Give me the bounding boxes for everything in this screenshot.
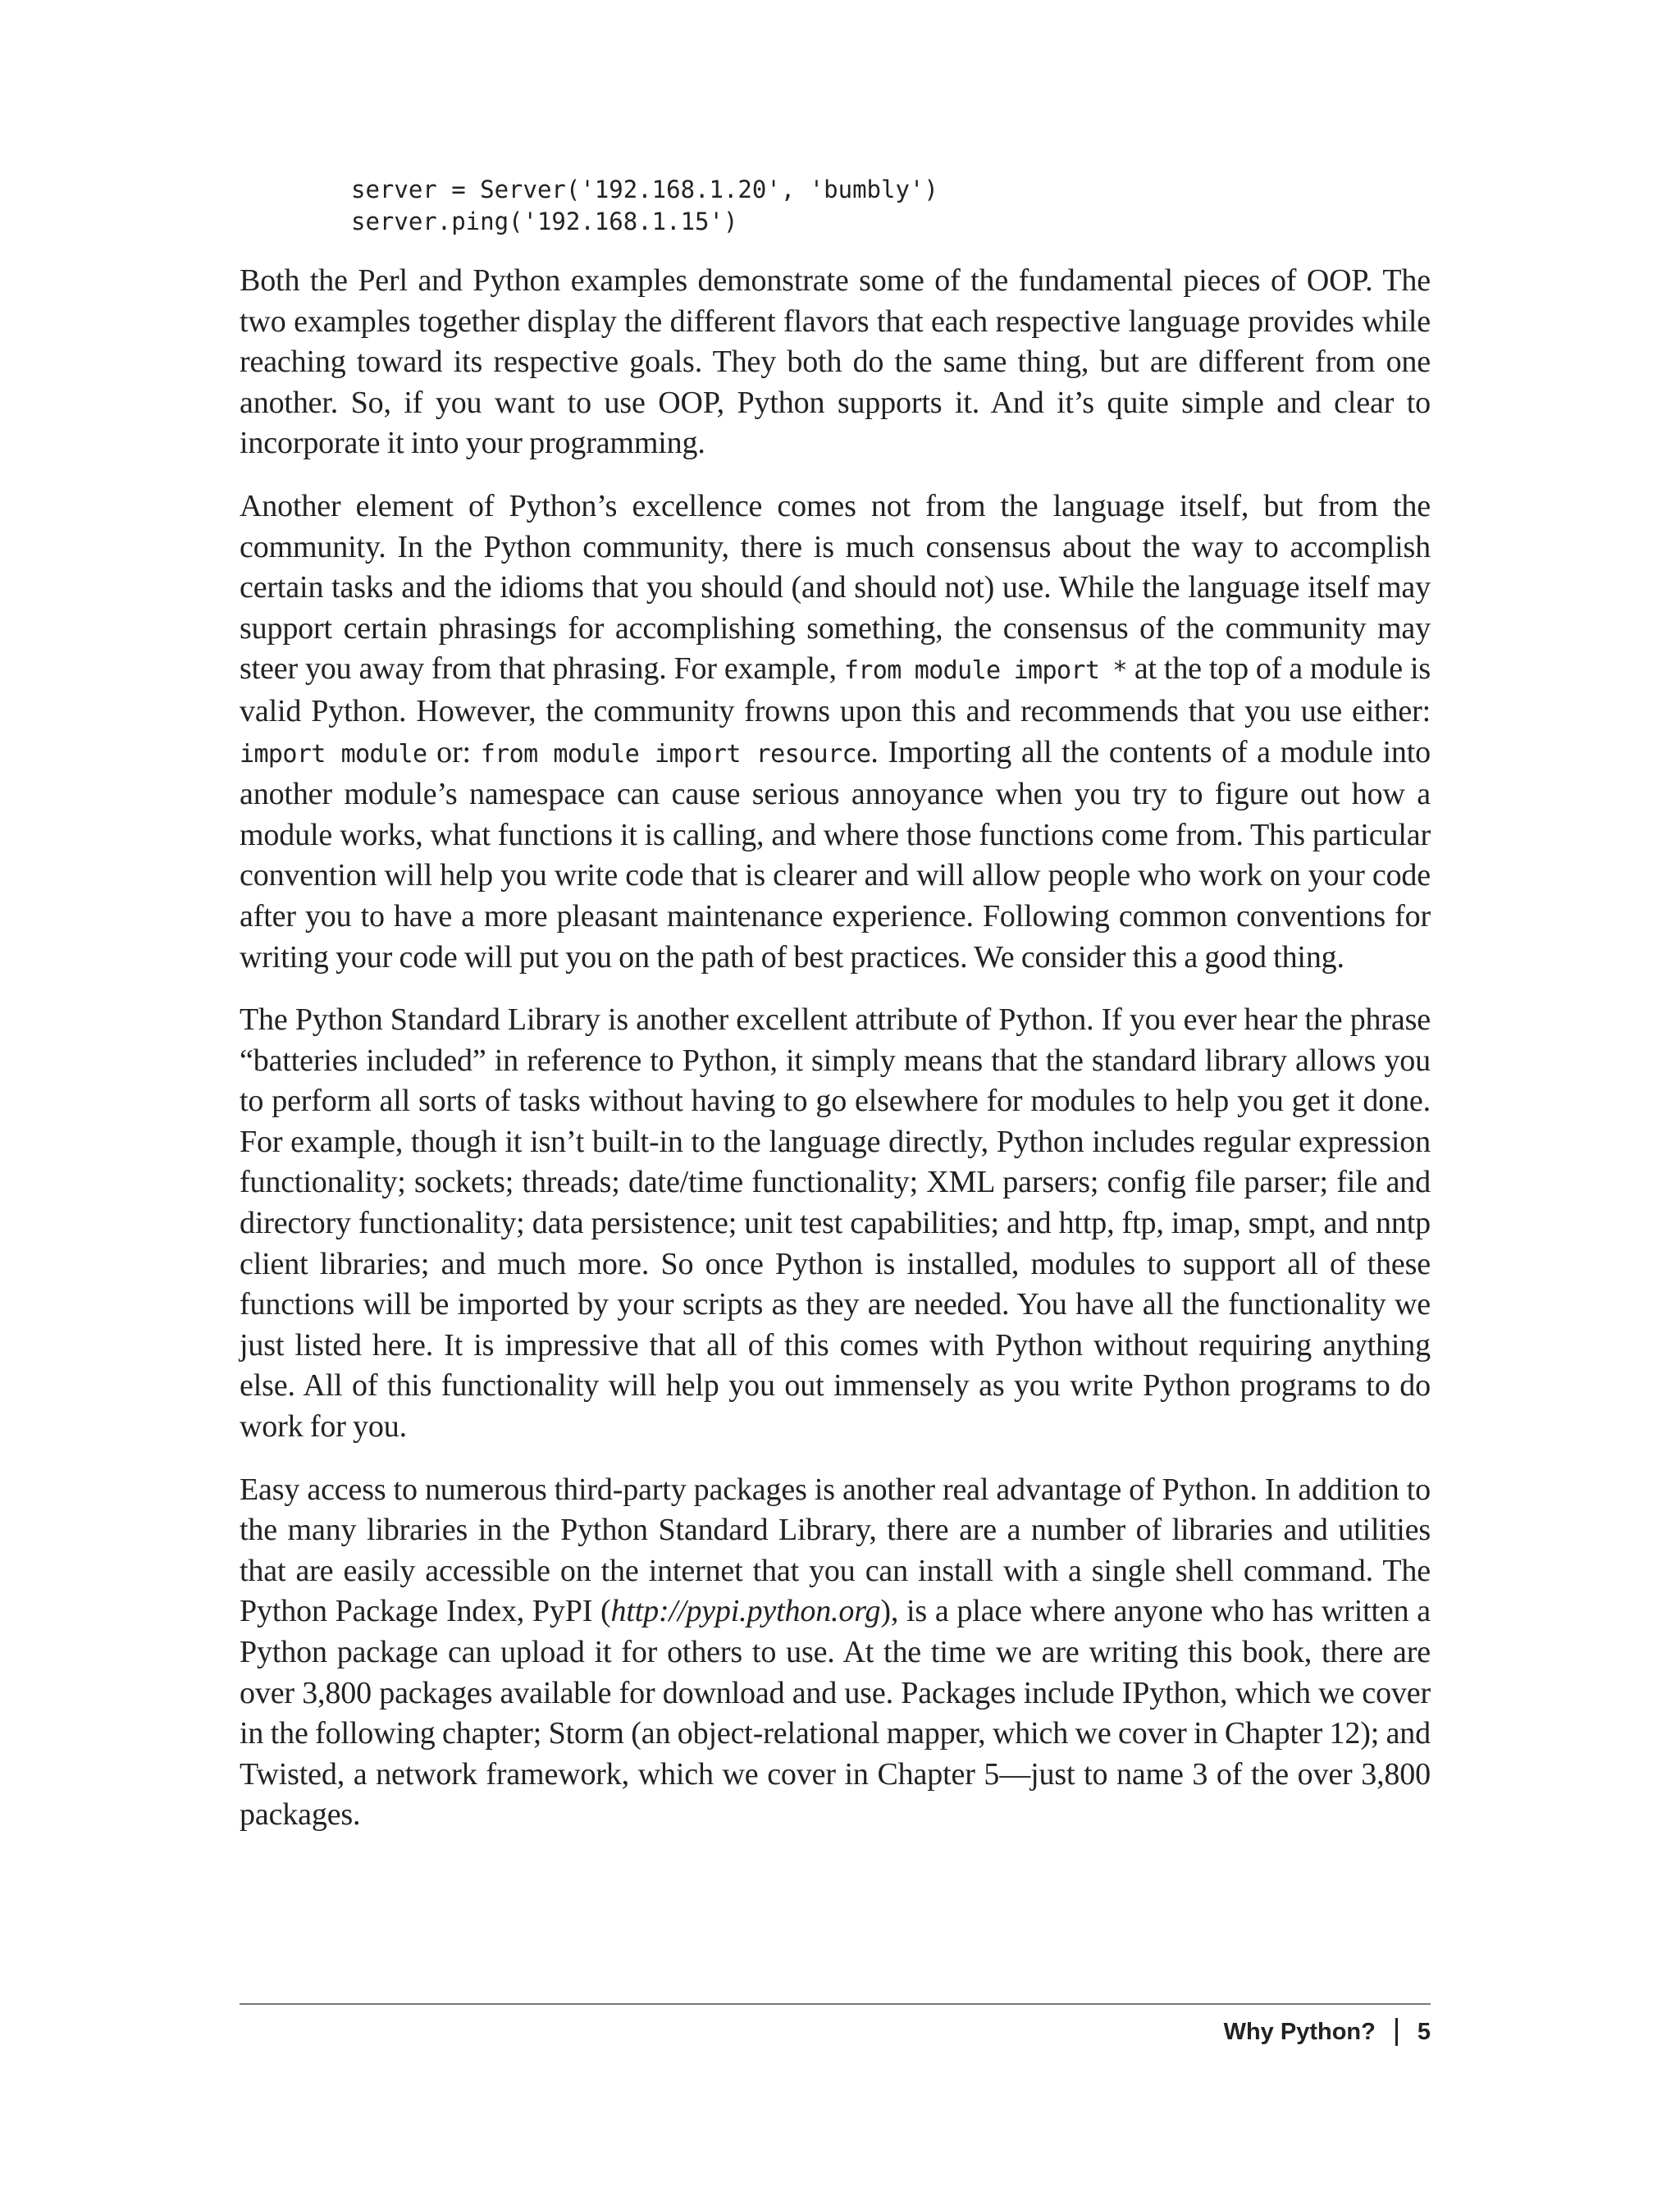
pypi-link[interactable]: http://pypi.python.org (610, 1594, 881, 1629)
footer-divider (240, 2003, 1431, 2005)
inline-code: import module (240, 739, 427, 769)
paragraph-oop: Both the Perl and Python examples demonstrate some of the fundamental pieces of OOP. The two examples together display the different flavors that each respective language provides while reaching toward its respective goals. They both do the same thing, but are different from one another. So, if you want to use OOP, Python supports it. And it’s quite simple and clear to incorporate it into your programming. (240, 263, 1431, 461)
page-number: 5 (1417, 2018, 1431, 2045)
paragraph-text: Another element of Python’s excellence comes not from the language itself, but from the community. In the Python community, there is much consensus about the way to accomplish certain tasks and the idioms that you should (and should not) use. While the language itself may support certain phrasings for accomplishing something, the consensus of the community may steer you away from that phrasing. For example, (240, 488, 1431, 687)
paragraph-third-party (240, 1470, 1431, 1836)
page-footer (1224, 2018, 1431, 2046)
code-line: server = Server('192.168.1.20', 'bumbly') (351, 176, 938, 203)
paragraph-text: Easy access to numerous third-party packages is another real advantage of Python. In addition to the many libraries in the Python Standard Library, there are a number of libraries and utilities that are easily accessible on the internet that you can install with a single shell command. The Python Package Index, PyPI ( (240, 1472, 1431, 1629)
body-text (240, 261, 1431, 1858)
code-line: server.ping('192.168.1.15') (351, 208, 738, 235)
paragraph-community (240, 486, 1431, 978)
paragraph-standard-library: The Python Standard Library is another excellent attribute of Python. If you ever hear the phrase “batteries included” in reference to Python, it simply means that the standard library allows you to perform all sorts of tasks without having to go elsewhere for modules to help you get it done. For example, though it isn’t built-in to the language directly, Python includes regular expression functionality; sockets; threads; date/time functionality; XML parsers; config file parser; file and directory functionality; data persistence; unit test capabilities; and http, ftp, imap, smpt, and nntp client libraries; and much more. So once Python is installed, modules to support all of these functions will be imported by your scripts as they are needed. You have all the functionality we just listed here. It is impressive that all of this comes with Python without requiring anything else. All of this functionality will help you out immensely as you write Python programs to do work for you. (240, 1002, 1431, 1445)
paragraph-text: at the top of a module is valid Python. However, the community frowns upon this and recommends that you use either: (240, 651, 1431, 728)
footer-separator (1395, 2018, 1398, 2046)
paragraph-text: ), is a place where anyone who has written a Python package can upload it for others to use. At the time we are writing this book, there are over 3,800 packages available for download and use. Packages include IPython, which we cover in the following chapter; Storm (an object-relational mapper, which we cover in Chapter 12); and Twisted, a network framework, which we cover in Chapter 5—just to name 3 of the over 3,800 packages. (240, 1594, 1431, 1833)
inline-code: from module import * (843, 656, 1127, 686)
paragraph-text: or: (427, 734, 481, 769)
inline-code: from module import resource (480, 739, 871, 769)
code-block (351, 174, 938, 238)
paragraph-text: . Importing all the contents of a module into another module’s namespace can cause serious annoyance when you try to figure out how a module works, what functions it is calling, and where those functions come from. This particular convention will help you write code that is clearer and will allow people who work on your code after you to have a more pleasant maintenance experience. Following common conventions for writing your code will put you on the path of best practices. We consider this a good thing. (240, 734, 1431, 975)
running-section-title: Why Python? (1223, 2018, 1376, 2045)
